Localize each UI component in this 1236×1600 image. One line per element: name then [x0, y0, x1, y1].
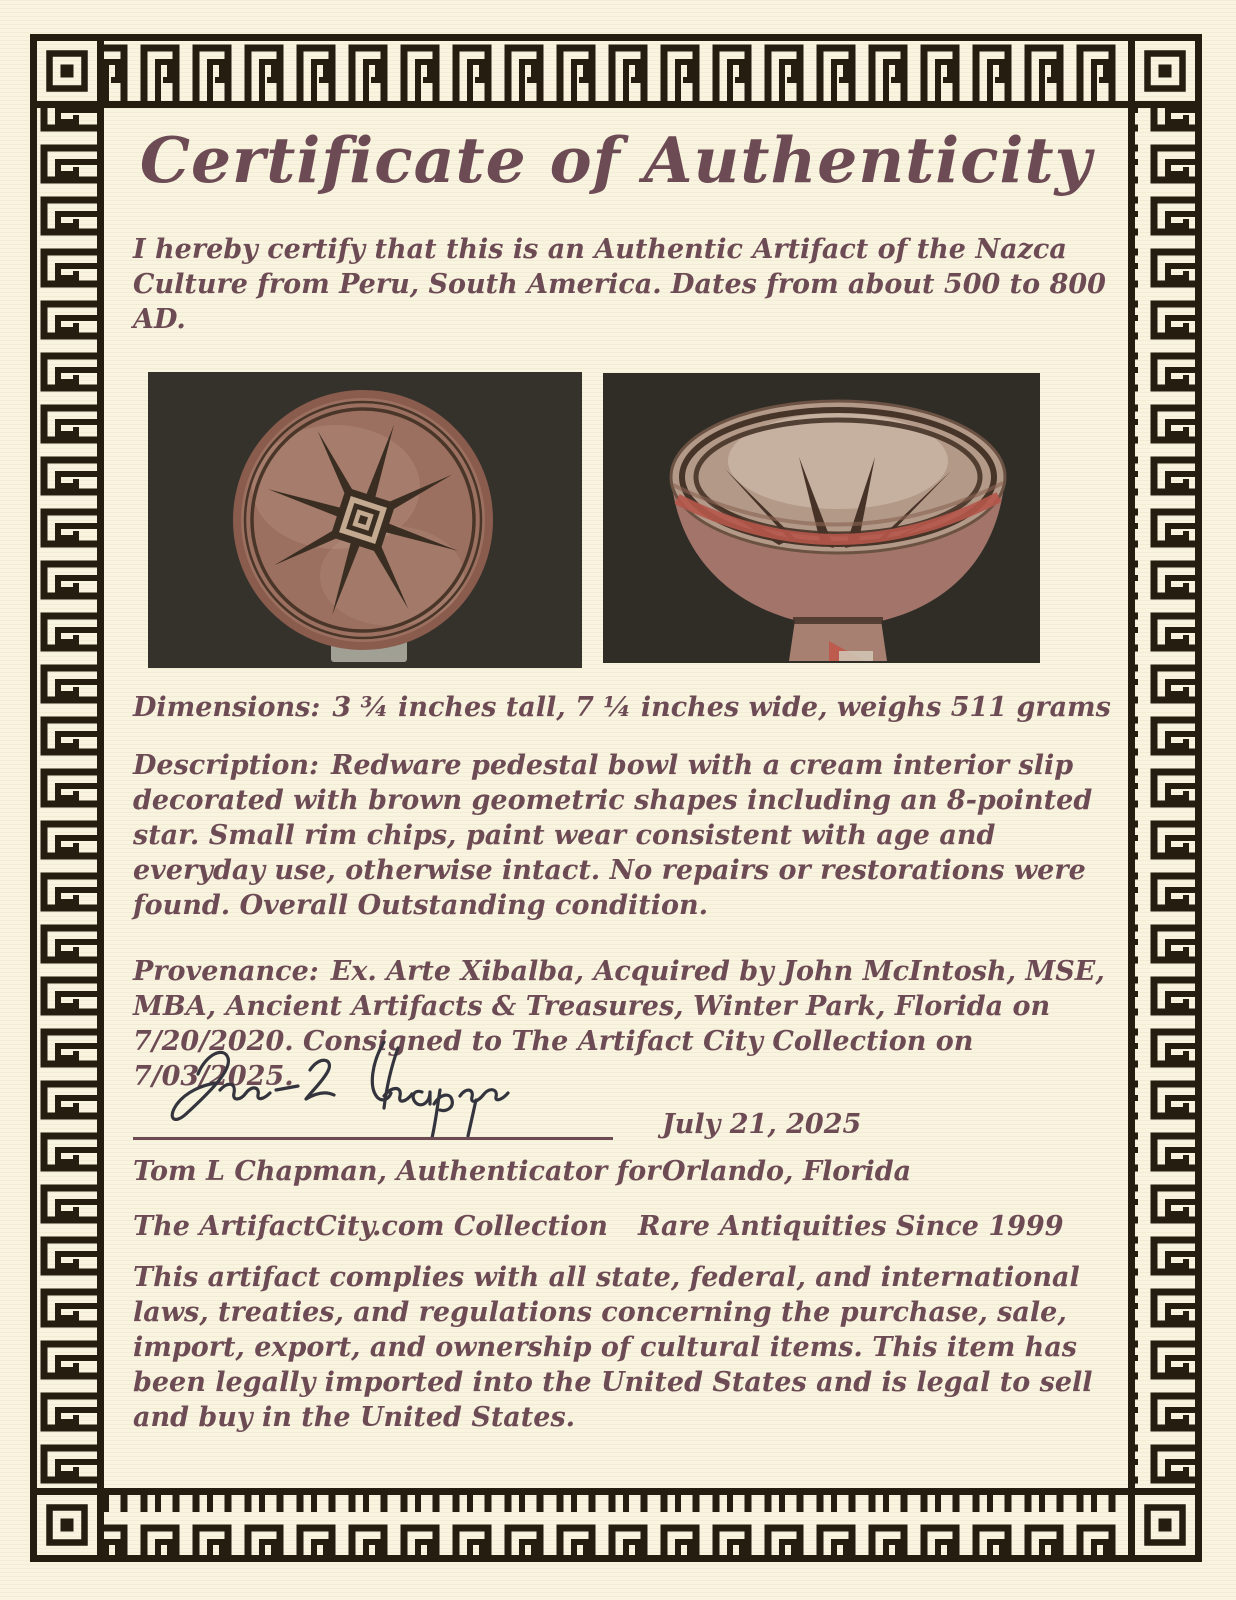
dimensions-value: 3 ¾ inches tall, 7 ¼ inches wide, weighs 511 grams — [332, 692, 1111, 723]
legal-statement: This artifact complies with all state, federal, and international laws, treaties, and regulations concerning the purchase, sale, import, export, and ownership of cultural items. This item has been legally imported into the United States and is legal to sell and buy in the United States. — [133, 1262, 1093, 1433]
dimensions-field — [133, 690, 1133, 725]
signature-line — [133, 1137, 613, 1140]
signature-handwriting — [138, 1038, 618, 1143]
certificate-location: Orlando, Florida — [662, 1156, 912, 1187]
company-tagline: Rare Antiquities Since 1999 — [638, 1211, 1064, 1242]
dimensions-label: Dimensions: — [133, 692, 321, 723]
certificate-title: Certificate of Authenticity — [139, 123, 1093, 197]
foot-light-patch — [839, 651, 873, 661]
description-label: Description: — [133, 750, 319, 781]
signer-name-line: Tom L Chapman, Authenticator for — [133, 1156, 661, 1187]
description-field — [133, 748, 1118, 923]
artifact-photo-top-view — [148, 372, 582, 668]
provenance-label: Provenance: — [133, 956, 319, 987]
foot-junction-line — [793, 617, 883, 624]
description-value: Redware pedestal bowl with a cream interior slip decorated with brown geometric shapes including an 8-pointed star. Small rim chips, paint wear consistent with age and everyday use, otherwise intact. No repairs or restorations were found. Overall Outstanding condition. — [133, 750, 1093, 921]
bowl-side-view-drawing — [603, 373, 1040, 663]
certification-statement: I hereby certify that this is an Authentic Artifact of the Nazca Culture from Peru, South America. Dates from about 500 to 800 AD. — [133, 234, 1106, 335]
bowl-top-view-drawing — [148, 372, 582, 668]
artifact-photo-side-view — [603, 373, 1040, 663]
collection-name-line: The ArtifactCity.com Collection — [133, 1211, 608, 1242]
certificate-date: July 21, 2025 — [662, 1109, 862, 1140]
provenance-value: Ex. Arte Xibalba, Acquired by John McIntosh, MSE, MBA, Ancient Artifacts & Treasures, Winter Park, Florida on 7/20/2020. Consigned to The Artifact City Collection on 7/03/2025. — [133, 956, 1105, 1092]
